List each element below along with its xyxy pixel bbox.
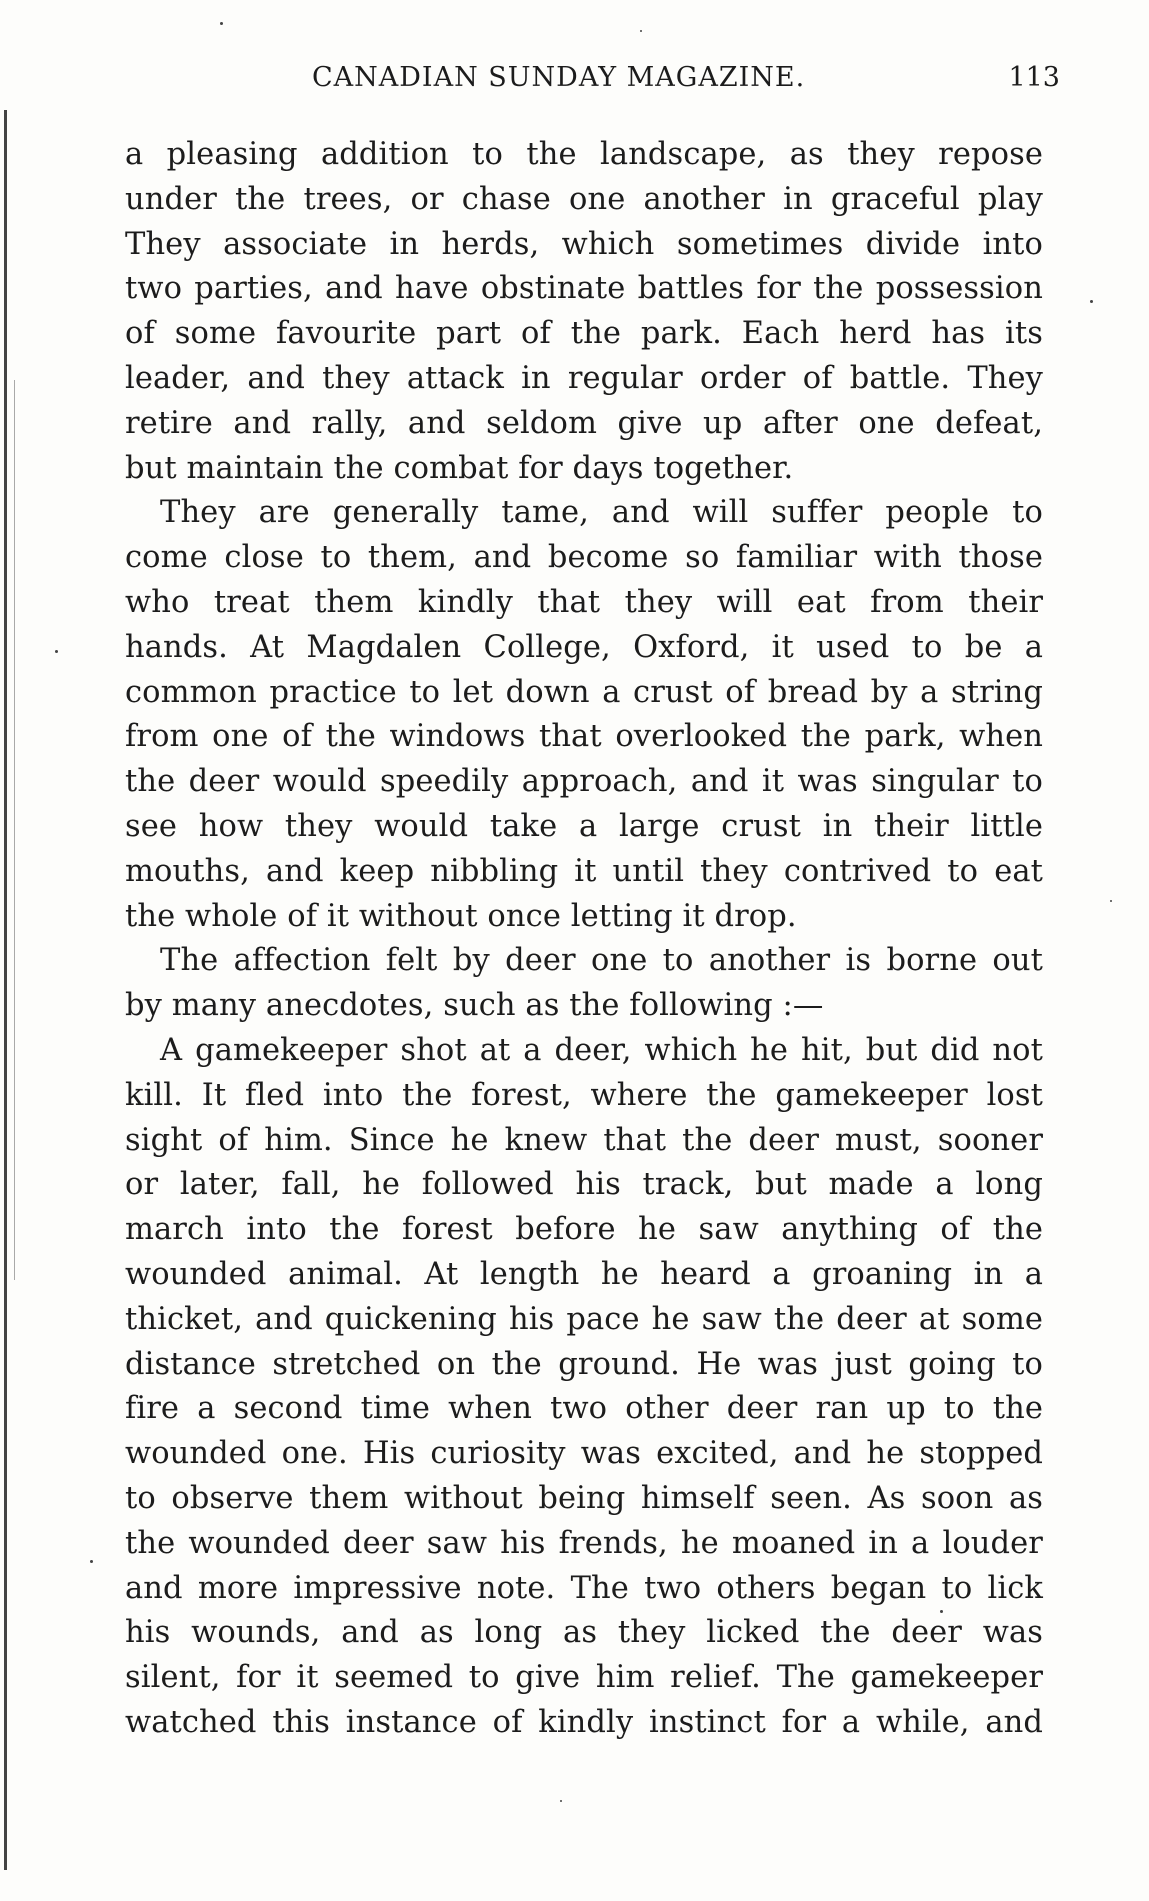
text-line: who treat them kindly that they will eat from their [125,584,1043,620]
print-speckle [55,650,58,653]
paragraph-start-line: The affection felt by deer one to another is borne out [160,943,1043,979]
text-line: wounded animal. At length he heard a groaning in a [125,1256,1043,1292]
text-line: under the trees, or chase one another in graceful play [125,181,1043,217]
print-speckle [640,30,642,32]
running-title: CANADIAN SUNDAY MAGAZINE. [312,62,806,93]
text-line: two parties, and have obstinate battles for the possession [125,271,1043,307]
print-speckle [220,22,223,25]
text-line: wounded one. His curiosity was excited, and he stopped [125,1436,1043,1472]
print-speckle [90,1560,93,1563]
running-head [120,62,1060,102]
page-number: 113 [1008,62,1060,93]
text-line: thicket, and quickening his pace he saw the deer at some [125,1301,1043,1337]
text-line: kill. It fled into the forest, where the gamekeeper lost [125,1077,1043,1113]
text-line: his wounds, and as long as they licked the deer was [125,1615,1043,1651]
text-line: a pleasing addition to the landscape, as they repose [125,137,1043,172]
text-line: sight of him. Since he knew that the deer must, sooner [125,1122,1043,1158]
paragraph-start-line: A gamekeeper shot at a deer, which he hit, but did not [160,1032,1043,1068]
body-text [125,133,1043,1746]
text-line: the wounded deer saw his frends, he moaned in a louder [125,1525,1043,1561]
text-line: to observe them without being himself seen. As soon as [125,1480,1043,1516]
text-line: or later, fall, he followed his track, but made a long [125,1167,1043,1203]
text-line: retire and rally, and seldom give up after one defeat, [125,405,1043,441]
text-line: watched this instance of kindly instinct for a while, and [125,1704,1043,1740]
binding-edge-faint-line [14,380,15,1280]
text-line: the whole of it without once letting it drop. [125,898,797,934]
text-line: the deer would speedily approach, and it was singular to [125,764,1043,800]
binding-edge-line [4,110,7,1870]
text-line: silent, for it seemed to give him relief. The gamekeeper [125,1660,1043,1696]
text-line: march into the forest before he saw anything of the [125,1212,1043,1248]
print-speckle [1110,900,1112,902]
text-line: common practice to let down a crust of bread by a string [125,674,1043,710]
text-line: leader, and they attack in regular order of battle. They [125,360,1043,396]
print-speckle [1090,300,1093,303]
text-line: They associate in herds, which sometimes divide into [125,226,1043,262]
print-speckle [940,1610,943,1613]
text-line: distance stretched on the ground. He was just going to [125,1346,1043,1382]
text-line: of some favourite part of the park. Each herd has its [125,316,1043,352]
text-line: come close to them, and become so familiar with those [125,540,1043,576]
text-line: but maintain the combat for days together. [125,450,794,486]
text-line: hands. At Magdalen College, Oxford, it used to be a [125,629,1043,665]
text-line: see how they would take a large crust in their little [125,808,1043,844]
print-speckle [560,1800,562,1802]
text-line: from one of the windows that overlooked the park, when [125,719,1043,755]
text-line: and more impressive note. The two others began to lick [125,1570,1043,1606]
text-line: by many anecdotes, such as the following :— [125,988,824,1024]
paragraph-start-line: They are generally tame, and will suffer people to [160,495,1043,531]
text-line: fire a second time when two other deer ran up to the [125,1391,1043,1427]
text-line: mouths, and keep nibbling it until they contrived to eat [125,853,1043,889]
